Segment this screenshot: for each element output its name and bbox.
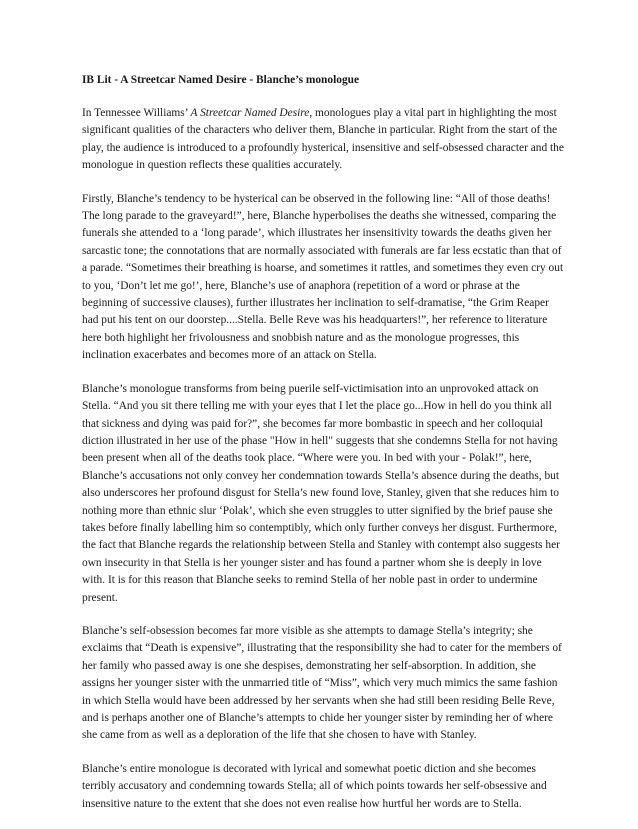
intro-text-end: , monologues play a vital part in highlighting the most significant qualities of the characters who deliver them, Blanche in particular. Right from the start of the play, the audience is introduced to a profoundly hysterical, insensitive and self-obsessed character and the monologue in question reflects these qualities accurately.: [82, 107, 564, 172]
body-paragraph-3: Blanche’s self-obsession becomes far more visible as she attempts to damage Stella’s integrity; she exclaims that “Death is expensive”, illustrating that the responsibility she had to cater for the members of her family who passed away is one she despises, demonstrating her self-absorption. In addition, she assigns her younger sister with the unmarried title of “Miss”, which very much mimics the same fashion in which Stella would have been addressed by her servants when she had still been residing Belle Reve, and is perhaps another one of Blanche’s attempts to chide her younger sister by reminding her of where she came from as well as a deploration of the life that she chosen to have with Stanley.: [82, 624, 562, 742]
document-title: IB Lit - A Streetcar Named Desire - Blanche’s monologue: [82, 74, 360, 86]
body-paragraph-1: Firstly, Blanche’s tendency to be hysterical can be observed in the following line: “All of those deaths! The long parade to the graveyard!”, here, Blanche hyperbolises the deaths she witnessed, comparing the funerals she attended to a ‘long parade’, which illustrates her insensitivity towards the deaths given her sarcastic tone; the connotations that are normally associated with funerals are far less ecstatic than that of a parade. “Sometimes their breathing is hoarse, and sometimes it rattles, and sometimes they even cry out to you, ‘Don’t let me go!’, here, Blanche’s use of anaphora (repetition of a word or phrase at the beginning of successive clauses), further illustrates her inclination to self-dramatise, “the Grim Reaper had put his tent on our doorstep....Stella. Belle Reve was his headquarters!”, her reference to literature here both highlight her frivolousness and snobbish nature and as the monologue progresses, this inclination exacerbates and becomes more of an attack on Stella.: [82, 192, 564, 362]
body-paragraph-4: Blanche’s entire monologue is decorated with lyrical and somewhat poetic diction and she becomes terribly accusatory and condemning towards Stella; all of which points towards her self-obsessive and insensitive nature to the extent that she does not even realise how hurtful her words are to Stella.: [82, 762, 547, 810]
intro-paragraph: [82, 105, 566, 175]
document-page: [82, 72, 566, 829]
play-title-italic: A Streetcar Named Desire: [190, 107, 310, 119]
intro-text-start: In Tennessee Williams’: [82, 107, 191, 119]
body-paragraph-2: Blanche’s monologue transforms from being puerile self-victimisation into an unprovoked attack on Stella. “And you sit there telling me with your eyes that I let the place go...How in hell do you think all that sickness and dying was paid for?”, she becomes far more bombastic in speech and her colloquial diction illustrated in her use of the phase "How in hell" suggests that she condemns Stella for not having been present when all of the deaths took place. “Where were you. In bed with your - Polak!”, here, Blanche’s accusations not only convey her condemnation towards Stella’s absence during the deaths, but also underscores her profound disgust for Stella’s new found love, Stanley, given that she reduces him to nothing more than ethnic slur ‘Polak’, which she even struggles to utter signified by the brief pause she takes before finally labelling him so contemptibly, which only further conveys her disgust. Furthermore, the fact that Blanche regards the relationship between Stella and Stanley with contempt also suggests her own insecurity in that Stella is her younger sister and has found a partner whom she is deeply in love with. It is for this reason that Blanche seeks to remind Stella of her noble past in order to undermine present.: [82, 382, 560, 604]
